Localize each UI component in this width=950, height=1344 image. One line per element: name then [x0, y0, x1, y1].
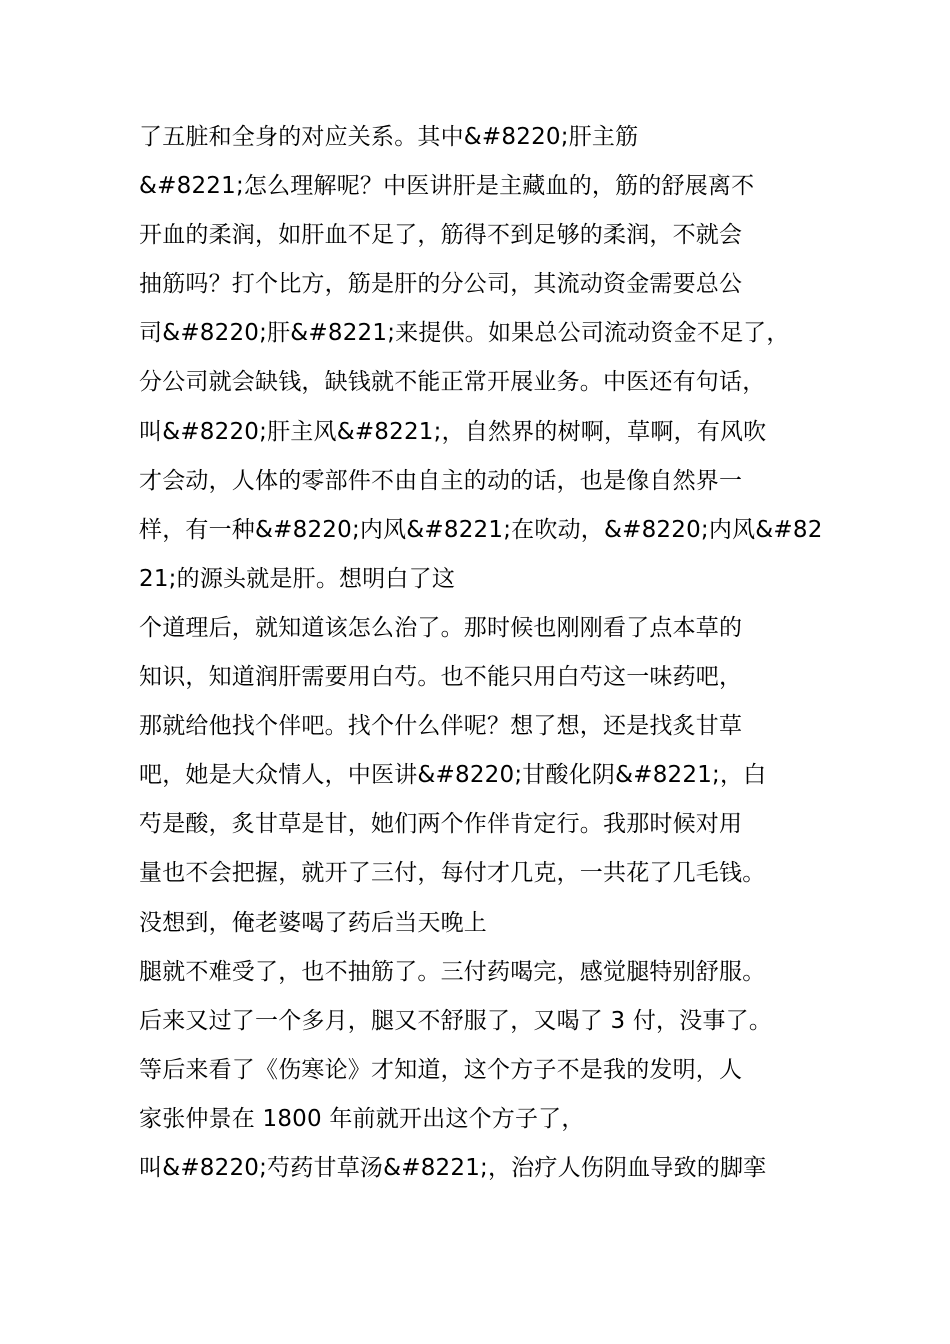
text-line: 司&#8220;肝&#8221;来提供。如果总公司流动资金不足了， — [139, 320, 790, 347]
text-line: 才会动，人体的零部件不由自主的动的话，也是像自然界一 — [139, 467, 743, 494]
text-line: 等后来看了《伤寒论》才知道，这个方子不是我的发明，人 — [139, 1056, 743, 1083]
text-line: 抽筋吗？打个比方，筋是肝的分公司，其流动资金需要总公 — [139, 271, 743, 298]
text-line: 芍是酸，炙甘草是甘，她们两个作伴肯定行。我那时候对用 — [139, 811, 743, 838]
text-line: 叫&#8220;肝主风&#8221;，自然界的树啊，草啊，有风吹 — [139, 418, 767, 445]
text-line: 家张仲景在 1800 年前就开出这个方子了， — [139, 1105, 585, 1132]
text-line: &#8221;怎么理解呢？中医讲肝是主藏血的，筋的舒展离不 — [139, 173, 755, 200]
text-line: 腿就不难受了，也不抽筋了。三付药喝完，感觉腿特别舒服。 — [139, 958, 766, 985]
text-line: 那就给他找个伴吧。找个什么伴呢？想了想，还是找炙甘草 — [139, 713, 743, 740]
text-line: 个道理后，就知道该怎么治了。那时候也刚刚看了点本草的 — [139, 614, 743, 641]
text-line: 知识，知道润肝需要用白芍。也不能只用白芍这一味药吧， — [139, 664, 743, 691]
text-line: 没想到，俺老婆喝了药后当天晚上 — [139, 909, 487, 936]
text-line: 分公司就会缺钱，缺钱就不能正常开展业务。中医还有句话， — [139, 369, 766, 396]
text-line: 开血的柔润，如肝血不足了，筋得不到足够的柔润，不就会 — [139, 222, 743, 249]
text-line: 量也不会把握，就开了三付，每付才几克，一共花了几毛钱。 — [139, 860, 766, 887]
text-line: 21;的源头就是肝。想明白了这 — [139, 565, 456, 592]
body-text — [139, 113, 839, 1193]
text-line: 吧，她是大众情人，中医讲&#8220;甘酸化阴&#8221;，白 — [139, 762, 767, 789]
text-line: 样，有一种&#8220;内风&#8221;在吹动，&#8220;内风&#82 — [139, 516, 823, 543]
text-line: 叫&#8220;芍药甘草汤&#8221;，治疗人伤阴血导致的脚挛 — [139, 1154, 767, 1181]
text-line: 后来又过了一个多月，腿又不舒服了，又喝了 3 付，没事了。 — [139, 1007, 773, 1034]
text-line: 了五脏和全身的对应关系。其中&#8220;肝主筋 — [139, 124, 639, 150]
